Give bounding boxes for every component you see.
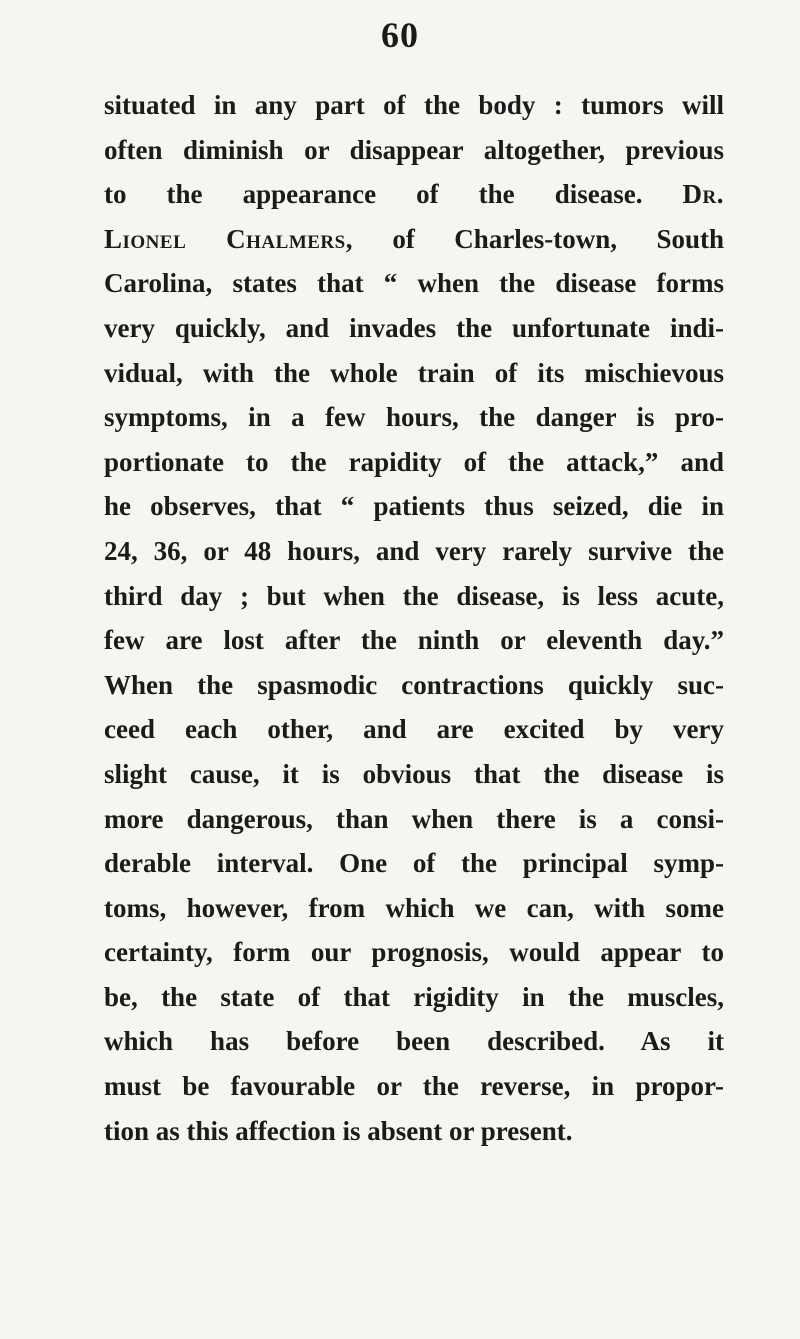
text-line: very quickly, and invades the unfortunate indi-	[104, 312, 724, 343]
text-line: must be favourable or the reverse, in propor-	[104, 1071, 724, 1102]
text-line: ceed each other, and are excited by very	[104, 714, 724, 745]
page-number: 60	[381, 15, 419, 55]
text-line: often diminish or disappear altogether, previous	[104, 134, 724, 165]
text-fragment: to the appearance of the disease.	[104, 179, 643, 210]
text-line: situated in any part of the body : tumors will	[104, 90, 724, 120]
text-line: which has before been described. As it	[104, 1026, 724, 1057]
text-line: When the spasmodic contractions quickly suc-	[104, 669, 724, 700]
text-line	[104, 217, 724, 262]
text-line: toms, however, from which we can, with some	[104, 892, 724, 923]
text-line: more dangerous, than when there is a consi-	[104, 803, 724, 834]
text-line: few are lost after the ninth or eleventh day.”	[104, 625, 724, 656]
text-fragment: of Charles-town, South	[392, 223, 724, 254]
text-line	[104, 172, 724, 217]
text-line: tion as this affection is absent or present.	[104, 1115, 573, 1146]
text-line: portionate to the rapidity of the attack,” and	[104, 446, 724, 477]
text-line: 24, 36, or 48 hours, and very rarely survive the	[104, 535, 724, 566]
text-line: certainty, form our prognosis, would appear to	[104, 937, 724, 968]
person-name: Lionel Chalmers,	[104, 223, 353, 254]
text-line: he observes, that “ patients thus seized, die in	[104, 491, 724, 522]
honorific: Dr.	[682, 179, 724, 210]
text-line: vidual, with the whole train of its mischievous	[104, 357, 724, 388]
text-line: derable interval. One of the principal symp-	[104, 848, 724, 879]
text-line: third day ; but when the disease, is less acute,	[104, 580, 724, 611]
body-text	[104, 83, 724, 1153]
text-line: be, the state of that rigidity in the muscles,	[104, 981, 724, 1012]
text-line: slight cause, it is obvious that the disease is	[104, 758, 724, 789]
text-line: Carolina, states that “ when the disease forms	[104, 268, 724, 299]
text-line: symptoms, in a few hours, the danger is pro-	[104, 402, 724, 433]
